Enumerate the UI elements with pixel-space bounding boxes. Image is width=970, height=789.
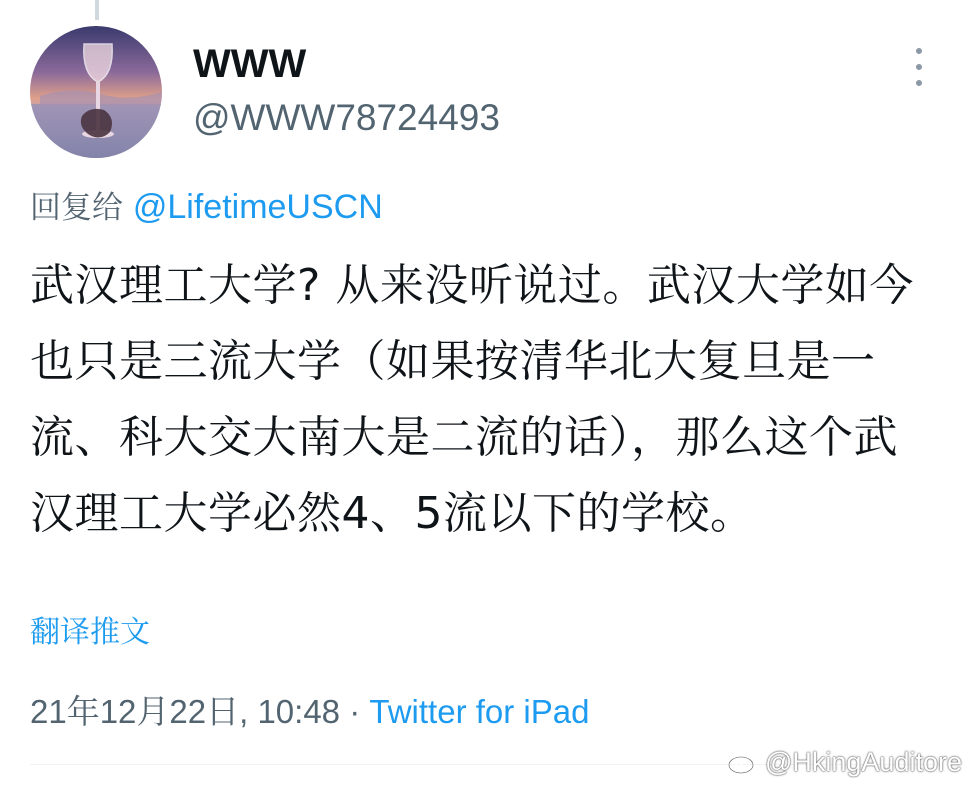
tweet-timestamp[interactable]: 21年12月22日, 10:48	[30, 693, 341, 730]
reply-mention-link[interactable]: @LifetimeUSCN	[132, 188, 383, 226]
watermark	[727, 742, 962, 782]
translate-tweet-button[interactable]: 翻译推文	[30, 615, 150, 650]
avatar[interactable]	[30, 26, 162, 158]
weibo-logo-icon	[727, 748, 761, 776]
more-options-button[interactable]	[904, 44, 934, 90]
more-options-icon-dot	[916, 48, 922, 54]
meta-separator: ·	[340, 693, 370, 730]
watermark-text: @HkingAuditore	[764, 747, 962, 777]
replying-to-prefix: 回复给	[30, 190, 123, 226]
more-options-icon-dot	[916, 80, 922, 86]
tweet-source-link[interactable]: Twitter for iPad	[369, 693, 590, 730]
thread-connector-line	[95, 0, 99, 20]
more-options-icon-dot	[916, 64, 922, 70]
display-name[interactable]: WWW	[193, 42, 307, 86]
replying-to-line	[30, 186, 383, 229]
tweet-text: 武汉理工大学? 从来没听说过。武汉大学如今也只是三流大学（如果按清华北大复旦是一流、科大交大南大是二流的话），那么这个武汉理工大学必然4、5流以下的学校。	[30, 260, 914, 539]
avatar-image	[30, 26, 162, 158]
user-handle[interactable]: @WWW78724493	[193, 97, 500, 138]
tweet-meta	[30, 690, 589, 734]
